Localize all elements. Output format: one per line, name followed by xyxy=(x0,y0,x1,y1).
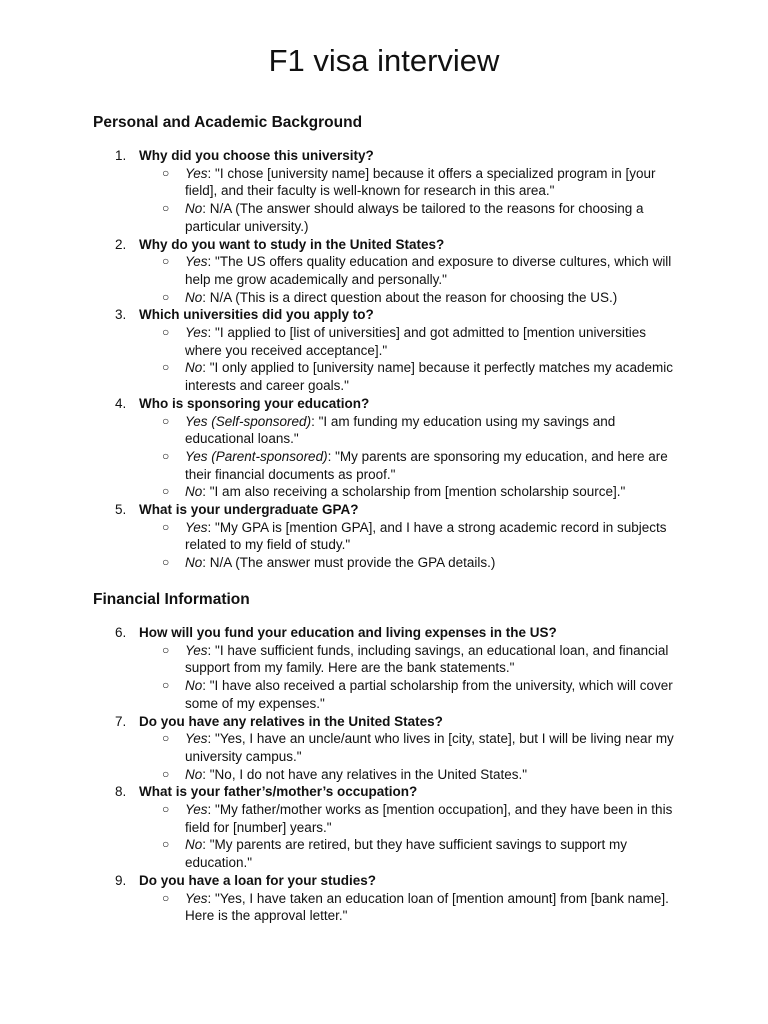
answer-text: : "I chose [university name] because it offers a specialized program in [your field], and their faculty is well-known for research in this area." xyxy=(185,165,656,199)
question-item xyxy=(0,236,768,307)
hollow-bullet-icon: ○ xyxy=(162,642,170,657)
answer-text: : "I have also received a partial scholarship from the university, which will cover some of my expenses." xyxy=(185,678,673,711)
question-text: Which universities did you apply to? xyxy=(139,307,374,323)
answer-label: Yes xyxy=(185,802,208,818)
answer-text: : "I only applied to [university name] because it perfectly matches my academic interests and career goals." xyxy=(185,360,674,394)
answer-text: : "I am funding my education using my savings and educational loans." xyxy=(185,413,616,447)
answer-item xyxy=(0,766,768,784)
answer-list xyxy=(0,642,768,713)
question-text: What is your father’s/mother’s occupation? xyxy=(139,784,418,800)
answer-label: No xyxy=(185,678,203,694)
answer-label: Yes xyxy=(185,519,208,535)
answer-item xyxy=(0,801,768,836)
hollow-bullet-icon: ○ xyxy=(162,201,170,216)
answer-item xyxy=(0,413,768,448)
hollow-bullet-icon: ○ xyxy=(162,448,170,463)
answer-list xyxy=(0,165,768,236)
hollow-bullet-icon: ○ xyxy=(162,484,170,499)
answer-item xyxy=(0,836,768,871)
answer-text: : "I applied to [list of universities] and got admitted to [mention universities where you received acceptance]." xyxy=(185,325,647,358)
answer-text: : "I have sufficient funds, including savings, an educational loan, and financial support from my family. Here are the bank statements." xyxy=(185,642,669,676)
answer-text: : "Yes, I have taken an education loan of [mention amount] from [bank name]. Here is the approval letter." xyxy=(185,890,669,924)
answer-label: No xyxy=(185,837,203,853)
hollow-bullet-icon: ○ xyxy=(162,413,170,428)
hollow-bullet-icon: ○ xyxy=(162,678,170,693)
answer-label: Yes xyxy=(185,325,208,341)
hollow-bullet-icon: ○ xyxy=(162,890,170,905)
question-number: 6. xyxy=(115,625,127,640)
question-number: 2. xyxy=(115,236,127,252)
hollow-bullet-icon: ○ xyxy=(162,289,170,304)
answer-text: : N/A (This is a direct question about the reason for choosing the US.) xyxy=(202,289,618,305)
answer-label: No xyxy=(185,766,203,782)
answer-item xyxy=(0,165,768,200)
answer-label: Yes xyxy=(185,731,208,747)
hollow-bullet-icon: ○ xyxy=(162,165,170,180)
hollow-bullet-icon: ○ xyxy=(162,766,170,781)
question-item xyxy=(0,872,768,925)
answer-list xyxy=(0,253,768,306)
hollow-bullet-icon: ○ xyxy=(162,802,170,817)
answer-text: : N/A (The answer must provide the GPA details.) xyxy=(202,555,496,571)
answer-list xyxy=(0,801,768,872)
question-item xyxy=(0,783,768,872)
answer-list xyxy=(0,324,768,395)
page-title: F1 visa interview xyxy=(268,43,500,78)
answer-label: Yes xyxy=(185,890,208,906)
section-heading-financial: Financial Information xyxy=(93,591,250,608)
question-text: Why do you want to study in the United States? xyxy=(139,236,445,252)
question-number: 3. xyxy=(115,307,127,323)
answer-label: No xyxy=(185,201,203,217)
question-text: Do you have a loan for your studies? xyxy=(139,872,377,888)
hollow-bullet-icon: ○ xyxy=(162,731,170,746)
question-item xyxy=(0,713,768,784)
hollow-bullet-icon: ○ xyxy=(162,254,170,269)
answer-label: No xyxy=(185,555,203,571)
answer-label: No xyxy=(185,360,203,376)
answer-text: : "Yes, I have an uncle/aunt who lives in [city, state], but I will be living near my university campus." xyxy=(185,731,674,764)
question-number: 1. xyxy=(115,148,127,163)
answer-item xyxy=(0,483,768,501)
answer-list xyxy=(0,413,768,502)
answer-text: : "The US offers quality education and exposure to diverse cultures, which will help me grow academically and personally." xyxy=(185,254,672,287)
question-item xyxy=(0,147,768,236)
question-list-financial xyxy=(0,624,768,925)
answer-item xyxy=(0,642,768,677)
answer-label: Yes xyxy=(185,642,208,658)
answer-text: : "My parents are retired, but they have sufficient savings to support my education." xyxy=(185,837,628,871)
answer-label: No xyxy=(185,484,203,500)
answer-text: : "I am also receiving a scholarship from [mention scholarship source]." xyxy=(202,484,626,500)
answer-item xyxy=(0,448,768,483)
answer-item xyxy=(0,677,768,712)
question-list-personal-academic xyxy=(0,147,768,572)
answer-label: No xyxy=(185,289,203,305)
question-item xyxy=(0,395,768,501)
question-item xyxy=(0,501,768,572)
question-text: Who is sponsoring your education? xyxy=(139,395,370,411)
question-item xyxy=(0,306,768,395)
question-text: What is your undergraduate GPA? xyxy=(139,502,359,518)
question-number: 4. xyxy=(115,395,127,411)
hollow-bullet-icon: ○ xyxy=(162,360,170,375)
question-number: 8. xyxy=(115,784,127,800)
answer-item xyxy=(0,519,768,554)
answer-label: Yes xyxy=(185,165,208,181)
answer-item xyxy=(0,730,768,765)
hollow-bullet-icon: ○ xyxy=(162,519,170,534)
question-item xyxy=(0,624,768,713)
question-text: How will you fund your education and living expenses in the US? xyxy=(139,625,557,640)
answer-item xyxy=(0,359,768,394)
hollow-bullet-icon: ○ xyxy=(162,555,170,570)
answer-text: : N/A (The answer should always be tailored to the reasons for choosing a particular university.) xyxy=(185,201,644,234)
section-heading-personal-academic: Personal and Academic Background xyxy=(93,114,363,131)
answer-label: Yes (Parent-sponsored) xyxy=(185,448,328,464)
answer-item xyxy=(0,324,768,359)
answer-list xyxy=(0,519,768,572)
hollow-bullet-icon: ○ xyxy=(162,837,170,852)
question-number: 7. xyxy=(115,713,127,729)
question-text: Do you have any relatives in the United States? xyxy=(139,713,443,729)
answer-item xyxy=(0,554,768,572)
answer-label: Yes xyxy=(185,254,208,270)
answer-text: : "No, I do not have any relatives in the United States." xyxy=(202,766,528,782)
answer-label: Yes (Self-sponsored) xyxy=(185,413,312,429)
question-number: 9. xyxy=(115,872,127,888)
answer-list xyxy=(0,890,768,925)
answer-text: : "My GPA is [mention GPA], and I have a strong academic record in subjects related to my field of study." xyxy=(185,519,667,553)
answer-list xyxy=(0,730,768,783)
answer-text: : "My father/mother works as [mention occupation], and they have been in this field for [number] years." xyxy=(185,802,673,835)
question-number: 5. xyxy=(115,502,127,518)
question-text: Why did you choose this university? xyxy=(139,148,374,163)
answer-text: : "My parents are sponsoring my education, and here are their financial documents as proof." xyxy=(185,448,668,482)
answer-item xyxy=(0,200,768,235)
answer-item xyxy=(0,253,768,288)
answer-item xyxy=(0,890,768,925)
answer-item xyxy=(0,289,768,307)
hollow-bullet-icon: ○ xyxy=(162,325,170,340)
